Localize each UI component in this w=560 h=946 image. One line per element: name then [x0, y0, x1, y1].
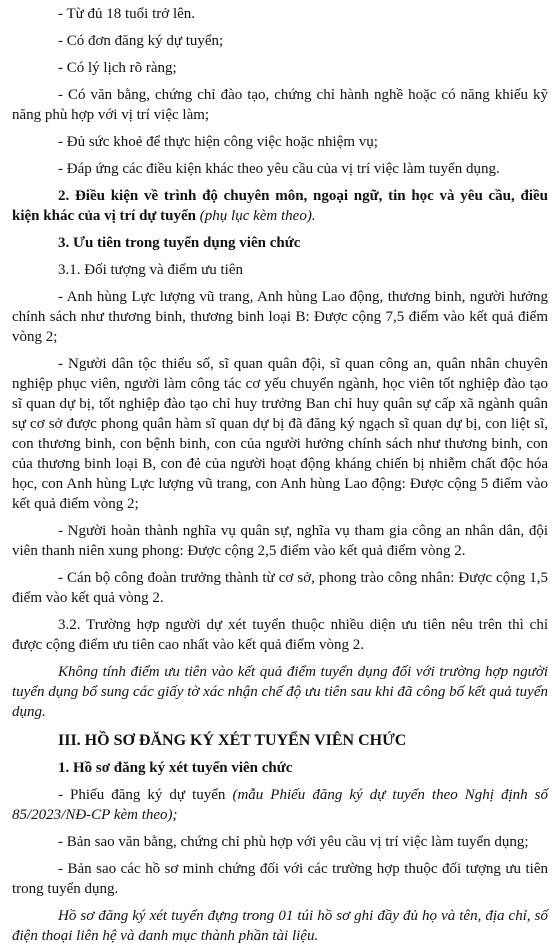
- closing-note: Hồ sơ đăng ký xét tuyển đựng trong 01 túi hồ sơ ghi đầy đủ họ và tên, địa chỉ, số điện thoại liên hệ và danh mục thành phần tài liệu.: [12, 908, 548, 944]
- document-item: - Bản sao văn bằng, chứng chỉ phù hợp với yêu cầu vị trí việc làm tuyển dụng;: [58, 834, 529, 850]
- section-III-1-heading: 1. Hồ sơ đăng ký xét tuyển viên chức: [58, 760, 293, 776]
- document-item: - Bản sao các hồ sơ minh chứng đối với các trường hợp thuộc đối tượng ưu tiên trong tuyển dụng.: [12, 861, 548, 897]
- priority-item: - Cán bộ công đoàn trưởng thành từ cơ sở, phong trào công nhân: Được cộng 1,5 điểm vào kết quả vòng 2.: [12, 570, 548, 606]
- section-2-bold-text: 2. Điều kiện về trình độ chuyên môn, ngoại ngữ, tin học và yêu cầu, điều kiện khác của vị trí dự tuyển: [12, 188, 548, 224]
- priority-item: - Anh hùng Lực lượng vũ trang, Anh hùng Lao động, thương binh, người hưởng chính sách như thương binh, thương binh loại B: Được cộng 7,5 điểm vào kết quả điểm vòng 2;: [12, 289, 548, 345]
- application-form-item: [12, 785, 548, 825]
- requirement-line: - Có văn bằng, chứng chỉ đào tạo, chứng chỉ hành nghề hoặc có năng khiếu kỹ năng phù hợp với vị trí việc làm;: [12, 87, 548, 123]
- requirement-line: - Đáp ứng các điều kiện khác theo yêu cầu của vị trí việc làm tuyển dụng.: [58, 161, 500, 177]
- section-III-heading: III. HỒ SƠ ĐĂNG KÝ XÉT TUYỂN VIÊN CHỨC: [58, 732, 407, 749]
- section-2-italic-text: (phụ lục kèm theo).: [196, 208, 316, 224]
- application-form-note: (mẫu Phiếu đăng ký dự tuyển theo Nghị định số 85/2023/NĐ-CP kèm theo);: [12, 787, 548, 823]
- requirement-line: - Có lý lịch rõ ràng;: [58, 60, 177, 76]
- application-form-text: - Phiếu đăng ký dự tuyển: [58, 787, 233, 803]
- section-3-2-text: 3.2. Trường hợp người dự xét tuyển thuộc nhiều diện ưu tiên nêu trên thì chỉ được cộng điểm ưu tiên cao nhất vào kết quả điểm vòng 2.: [12, 617, 548, 653]
- requirement-line: - Từ đủ 18 tuổi trở lên.: [58, 6, 196, 22]
- priority-item: - Người dân tộc thiểu số, sĩ quan quân đội, sĩ quan công an, quân nhân chuyên nghiệp phục viên, người làm công tác cơ yếu chuyển ngành, học viên tốt nghiệp đào tạo sĩ quan dự bị, tốt nghiệp đào tạo chỉ huy trưởng Ban chỉ huy quân sự cấp xã ngành quân sự cơ sở được phong quân hàm sĩ quan dự bị đã đăng ký ngạch sĩ quan dự bị, con liệt sĩ, con thương binh, con bệnh binh, con của người hưởng chính sách như thương binh, con của thương binh loại B, con đẻ của người hoạt động kháng chiến bị nhiễm chất độc hóa học, con Anh hùng Lực lượng vũ trang, con Anh hùng Lao động: Được cộng 5 điểm vào kết quả điểm vòng 2;: [12, 356, 548, 512]
- requirement-line: - Có đơn đăng ký dự tuyển;: [58, 33, 224, 49]
- section-3-1-heading: 3.1. Đối tượng và điểm ưu tiên: [58, 262, 244, 278]
- requirement-line: - Đủ sức khoẻ để thực hiện công việc hoặc nhiệm vụ;: [58, 134, 378, 150]
- priority-item: - Người hoàn thành nghĩa vụ quân sự, nghĩa vụ tham gia công an nhân dân, đội viên thanh niên xung phong: Được cộng 2,5 điểm vào kết quả điểm vòng 2.: [12, 523, 548, 559]
- section-3-heading: 3. Ưu tiên trong tuyển dụng viên chức: [58, 235, 301, 251]
- priority-note: Không tính điểm ưu tiên vào kết quả điểm tuyển dụng đối với trường hợp người tuyển dụng bổ sung các giấy tờ xác nhận chế độ ưu tiên sau khi đã công bố kết quả tuyển dụng.: [12, 664, 548, 720]
- section-2-heading: [12, 186, 548, 226]
